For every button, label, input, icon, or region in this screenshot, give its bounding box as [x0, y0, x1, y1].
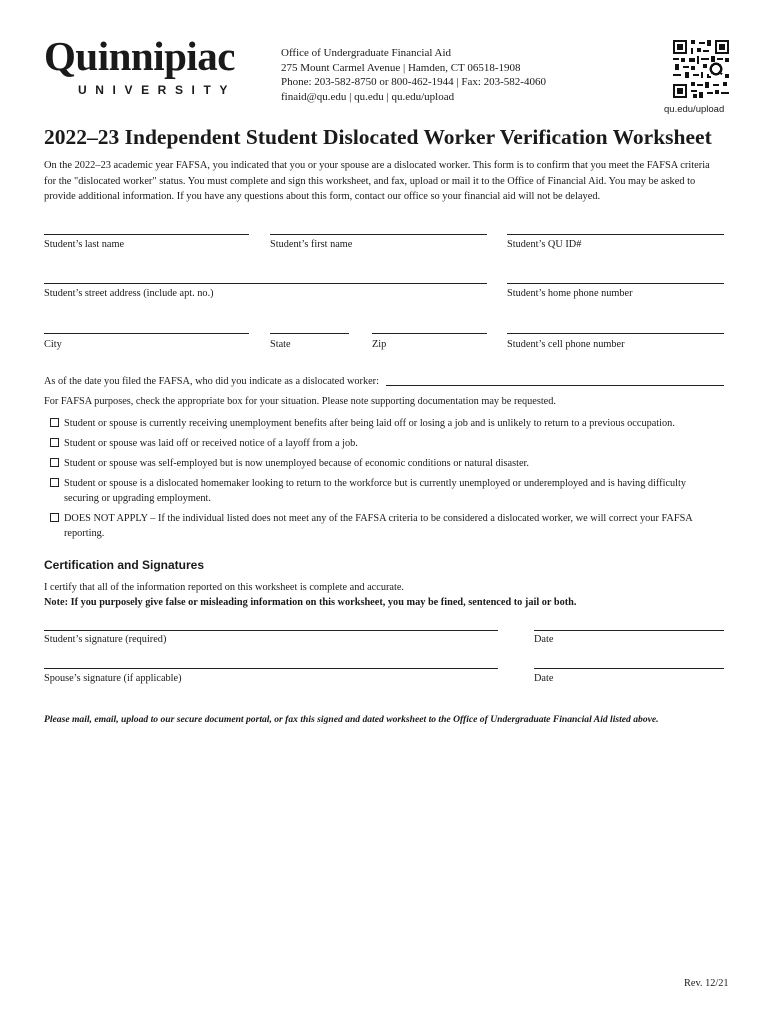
spouse-signature-label: Spouse’s signature (if applicable): [44, 673, 182, 684]
office-name: Office of Undergraduate Financial Aid: [281, 47, 452, 59]
dislocated-worker-answer-field[interactable]: [386, 385, 724, 386]
qu-id-field[interactable]: [507, 234, 724, 235]
qr-code-icon[interactable]: [673, 40, 729, 98]
page-title: 2022–23 Independent Student Dislocated Worker Verification Worksheet: [44, 125, 712, 149]
zip-label: Zip: [372, 339, 387, 350]
revision-label: Rev. 12/21: [684, 978, 729, 989]
check-instruction: For FAFSA purposes, check the appropriate box for your situation. Please note supporting documentation may be requested.: [44, 396, 556, 407]
certification-note: Note: If you purposely give false or misleading information on this worksheet, you may be fined, sentenced to jail or both.: [44, 597, 577, 608]
checkbox[interactable]: [50, 458, 59, 467]
street-address-label: Student’s street address (include apt. no.): [44, 288, 214, 299]
cell-phone-field[interactable]: [507, 333, 724, 334]
spouse-date-label: Date: [534, 673, 554, 684]
option-dislocated-homemaker: [50, 476, 714, 506]
option-label: Student or spouse is a dislocated homemaker looking to return to the workforce but is currently unemployed or underemployed and is having difficulty securing or upgrading employment.: [64, 478, 687, 504]
spouse-date-field[interactable]: [534, 668, 724, 669]
option-self-employed: [50, 456, 714, 471]
option-label: Student or spouse is currently receiving unemployment benefits after being laid off or losing a job and is unlikely to return to a previous occupation.: [64, 418, 675, 429]
street-address-field[interactable]: [44, 283, 487, 284]
option-label: Student or spouse was laid off or received notice of a layoff from a job.: [64, 438, 358, 449]
last-name-label: Student’s last name: [44, 239, 125, 250]
first-name-label: Student’s first name: [270, 239, 353, 250]
state-field[interactable]: [270, 333, 349, 334]
city-label: City: [44, 339, 62, 350]
checkbox[interactable]: [50, 513, 59, 522]
office-phone: Phone: 203-582-8750 or 800-462-1944 | Fax: 203-582-4060: [281, 76, 546, 89]
certification-statement: I certify that all of the information reported on this worksheet is complete and accurate.: [44, 582, 404, 593]
option-unemployment-benefits: [50, 416, 714, 431]
closing-instruction: Please mail, email, upload to our secure document portal, or fax this signed and dated worksheet to the Office of Undergraduate Financial Aid listed above.: [44, 714, 659, 725]
option-label: DOES NOT APPLY – If the individual listed does not meet any of the FAFSA criteria to be considered a dislocated worker, we will correct your FAFSA reporting.: [64, 513, 693, 539]
dislocated-worker-question: As of the date you filed the FAFSA, who did you indicate as a dislocated worker:: [44, 376, 379, 387]
spouse-signature-field[interactable]: [44, 668, 498, 669]
office-address: 275 Mount Carmel Avenue | Hamden, CT 06518-1908: [281, 61, 521, 74]
student-date-field[interactable]: [534, 630, 724, 631]
checkbox[interactable]: [50, 438, 59, 447]
qr-caption: qu.edu/upload: [664, 104, 725, 115]
checkbox[interactable]: [50, 478, 59, 487]
zip-field[interactable]: [372, 333, 487, 334]
office-web: finaid@qu.edu | qu.edu | qu.edu/upload: [281, 90, 455, 103]
certification-text: [44, 580, 576, 610]
student-signature-field[interactable]: [44, 630, 498, 631]
checkbox[interactable]: [50, 418, 59, 427]
option-does-not-apply: [50, 511, 714, 541]
office-contact-block: [281, 46, 546, 104]
home-phone-label: Student’s home phone number: [507, 288, 633, 299]
city-field[interactable]: [44, 333, 249, 334]
qu-id-label: Student’s QU ID#: [507, 239, 582, 250]
certification-heading: Certification and Signatures: [44, 558, 205, 572]
cell-phone-label: Student’s cell phone number: [507, 339, 625, 350]
student-date-label: Date: [534, 634, 554, 645]
first-name-field[interactable]: [270, 234, 487, 235]
student-signature-label: Student’s signature (required): [44, 634, 167, 645]
intro-paragraph: On the 2022–23 academic year FAFSA, you indicated that you or your spouse are a dislocated worker. This form is to confirm that you meet the FAFSA criteria for the "dislocated worker" status. You must complete and sign this worksheet, and fax, upload or mail it to the Office of Financial Aid. You may be asked to provide additional information. If you have any questions about this form, contact our office so your financial aid will not be delayed.: [44, 160, 710, 202]
home-phone-field[interactable]: [507, 283, 724, 284]
state-label: State: [270, 339, 291, 350]
option-label: Student or spouse was self-employed but is now unemployed because of economic conditions or natural disaster.: [64, 458, 529, 469]
university-logo-name: Quinnipiac: [44, 33, 235, 79]
last-name-field[interactable]: [44, 234, 249, 235]
university-logo-sub: UNIVERSITY: [78, 83, 237, 97]
option-laid-off: [50, 436, 714, 451]
